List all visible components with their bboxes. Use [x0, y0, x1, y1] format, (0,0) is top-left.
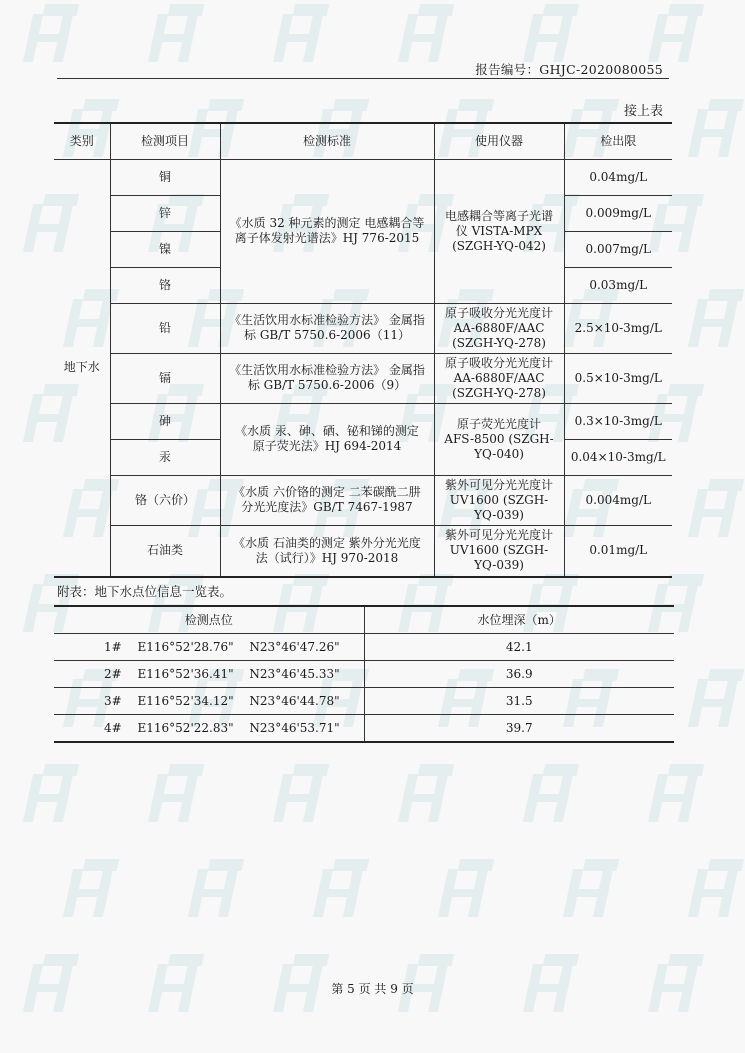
table-header-row [54, 606, 674, 634]
watermark-logo-icon [14, 770, 86, 826]
item-cell: 铬 [110, 267, 220, 303]
instrument-cell: 原子荧光光度计 AFS-8500 (SZGH-YQ-040) [434, 403, 564, 475]
table-row [54, 715, 674, 743]
instrument-cell: 原子吸收分光光度计 AA-6880F/AAC (SZGH-YQ-278) [434, 303, 564, 353]
item-cell: 汞 [110, 439, 220, 475]
watermark-logo-icon [389, 10, 461, 66]
item-cell: 石油类 [110, 525, 220, 577]
limit-cell: 0.007mg/L [564, 231, 672, 267]
watermark-logo-icon [139, 10, 211, 66]
limit-cell: 0.004mg/L [564, 475, 672, 525]
instrument-cell: 原子吸收分光光度计 AA-6880F/AAC (SZGH-YQ-278) [434, 353, 564, 403]
watermark-logo-icon [429, 865, 501, 921]
watermark-logo-icon [514, 770, 586, 826]
standard-cell: 《生活饮用水标准检验方法》 金属指标 GB/T 5750.6-2006（11） [220, 303, 434, 353]
column-header: 检测项目 [110, 123, 220, 159]
watermark-logo-icon [679, 105, 745, 161]
column-header: 类别 [54, 123, 110, 159]
detection-methods-table [54, 122, 672, 578]
column-header: 水位埋深（m） [364, 606, 674, 634]
well-location-table [54, 605, 674, 743]
column-header: 检测点位 [54, 606, 364, 634]
report-number: 报告编号：GHJC-2020080055 [475, 62, 663, 77]
item-cell: 铅 [110, 303, 220, 353]
watermark-logo-icon [554, 865, 626, 921]
limit-cell: 0.5×10-3mg/L [564, 353, 672, 403]
table-row [54, 159, 672, 195]
limit-cell: 0.3×10-3mg/L [564, 403, 672, 439]
point-cell: 3# E116°52'34.12" N23°46'44.78" [54, 688, 364, 715]
limit-cell: 2.5×10-3mg/L [564, 303, 672, 353]
watermark-logo-icon [679, 675, 745, 731]
column-header: 使用仪器 [434, 123, 564, 159]
table-row [54, 525, 672, 577]
item-cell: 镍 [110, 231, 220, 267]
instrument-cell: 电感耦合等离子光谱仪 VISTA-MPX (SZGH-YQ-042) [434, 159, 564, 303]
watermark-logo-icon [179, 865, 251, 921]
watermark-logo-icon [679, 485, 745, 541]
page-number: 第 5 页 共 9 页 [331, 982, 414, 996]
watermark-logo-icon [264, 770, 336, 826]
table-row [54, 403, 672, 439]
item-cell: 锌 [110, 195, 220, 231]
limit-cell: 0.03mg/L [564, 267, 672, 303]
table-row [54, 475, 672, 525]
table-row [54, 303, 672, 353]
item-cell: 镉 [110, 353, 220, 403]
column-header: 检测标准 [220, 123, 434, 159]
limit-cell: 0.04×10-3mg/L [564, 439, 672, 475]
watermark-logo-icon [639, 770, 711, 826]
instrument-cell: 紫外可见分光光度计 UV1600 (SZGH-YQ-039) [434, 525, 564, 577]
watermark-logo-icon [139, 770, 211, 826]
continued-label: 接上表 [623, 104, 663, 119]
standard-cell: 《水质 六价铬的测定 二苯碳酰二肼分光光度法》GB/T 7467-1987 [220, 475, 434, 525]
category-cell: 地下水 [54, 159, 110, 577]
item-cell: 砷 [110, 403, 220, 439]
table-header-row [54, 123, 672, 159]
standard-cell: 《水质 32 种元素的测定 电感耦合等离子体发射光谱法》HJ 776-2015 [220, 159, 434, 303]
point-cell: 1# E116°52'28.76" N23°46'47.26" [54, 634, 364, 661]
watermark-logo-icon [54, 865, 126, 921]
table-row [54, 353, 672, 403]
table-row [54, 634, 674, 661]
watermark-logo-icon [304, 865, 376, 921]
depth-cell: 36.9 [364, 661, 674, 688]
watermark-logo-icon [389, 770, 461, 826]
depth-cell: 39.7 [364, 715, 674, 743]
standard-cell: 《水质 石油类的测定 紫外分光光度法（试行）》HJ 970-2018 [220, 525, 434, 577]
watermark-logo-icon [264, 10, 336, 66]
column-header: 检出限 [564, 123, 672, 159]
watermark-logo-icon [679, 295, 745, 351]
depth-cell: 31.5 [364, 688, 674, 715]
watermark-logo-icon [14, 10, 86, 66]
watermark-logo-icon [679, 865, 745, 921]
watermark-logo-icon [514, 10, 586, 66]
appendix-note: 附表：地下水点位信息一览表。 [57, 584, 233, 599]
watermark-logo-icon [639, 10, 711, 66]
table-row [54, 688, 674, 715]
limit-cell: 0.01mg/L [564, 525, 672, 577]
limit-cell: 0.009mg/L [564, 195, 672, 231]
standard-cell: 《生活饮用水标准检验方法》 金属指标 GB/T 5750.6-2006（9） [220, 353, 434, 403]
table-row [54, 661, 674, 688]
item-cell: 铬（六价） [110, 475, 220, 525]
point-cell: 2# E116°52'36.41" N23°46'45.33" [54, 661, 364, 688]
item-cell: 铜 [110, 159, 220, 195]
header-divider [57, 78, 669, 79]
point-cell: 4# E116°52'22.83" N23°46'53.71" [54, 715, 364, 743]
limit-cell: 0.04mg/L [564, 159, 672, 195]
depth-cell: 42.1 [364, 634, 674, 661]
instrument-cell: 紫外可见分光光度计 UV1600 (SZGH-YQ-039) [434, 475, 564, 525]
standard-cell: 《水质 汞、砷、硒、铋和锑的测定 原子荧光法》HJ 694-2014 [220, 403, 434, 475]
